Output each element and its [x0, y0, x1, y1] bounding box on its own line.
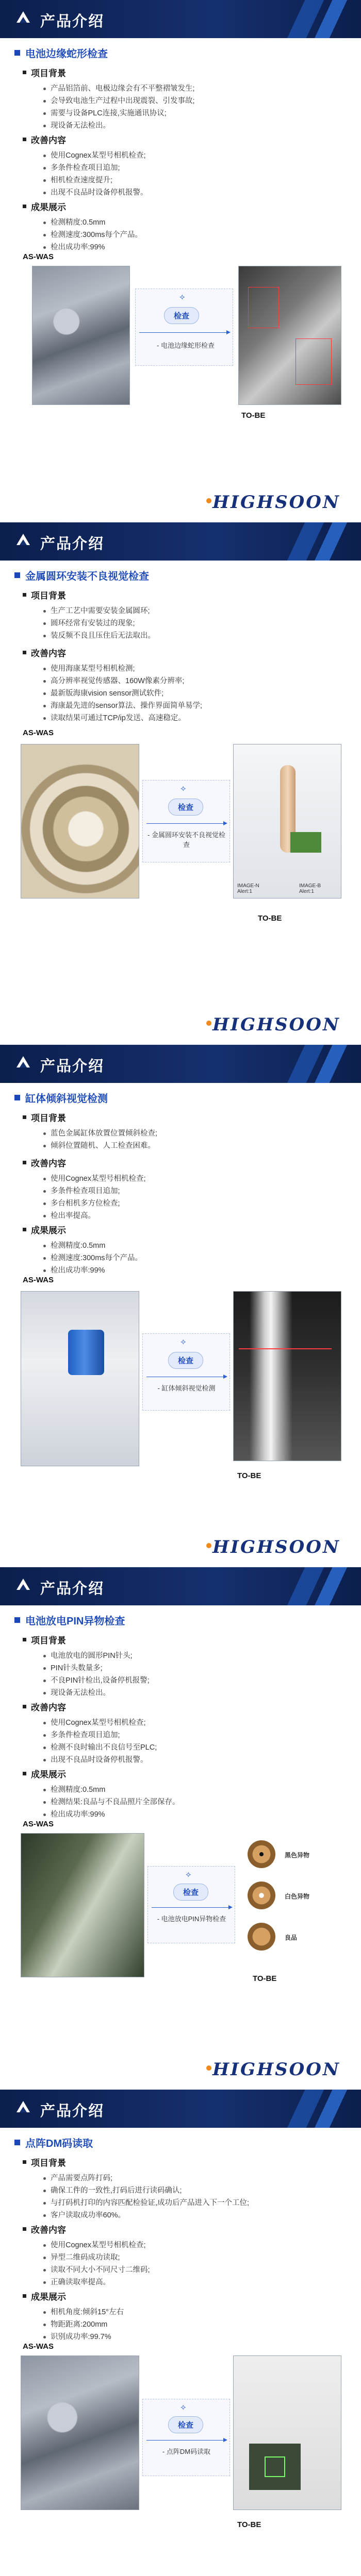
list-item: 产品铝箔前、电极边缘会有不平整褶皱发生; — [43, 82, 195, 95]
subtitle: 电池边缘蛇形检查 — [14, 45, 108, 60]
list-item: 与打码机打印的内容匹配检验证,成功后产品进入下一个工位; — [43, 2197, 249, 2209]
list-item: 使用Cognex某型号相机检查; — [43, 2239, 150, 2251]
as-was-photo — [21, 1291, 139, 1466]
as-was-label: AS-WAS — [23, 2342, 54, 2351]
flow-icon: ⟡ — [179, 293, 185, 301]
check-pill: 检查 — [168, 1352, 203, 1369]
flow-text: - 电池放电PIN异物检查 — [157, 1915, 226, 1923]
list-item: 读取不同大小不同尺寸二维码; — [43, 2264, 150, 2276]
white-defect-image — [248, 1882, 275, 1909]
improve-block: 改善内容 使用海康某型号相机检测; 高分辨率视觉传感器、160W像素分辨率; 最新版海康vision sensor测试软件; 海康最先进的sensor算法、操作界面简单易学; 读取结果可通过TCP/ip发送、高速稳定。 — [23, 646, 202, 724]
list-item: 电池放电的圆形PIN针头; — [43, 1650, 150, 1662]
header-bar — [0, 1567, 361, 1605]
list-item: 检出率提高。 — [43, 1210, 146, 1222]
check-pill: 检查 — [168, 799, 203, 816]
flow-icon: ⟡ — [180, 784, 186, 793]
as-was-photo — [32, 266, 130, 405]
good-part-image — [248, 1923, 275, 1951]
list-item: 异型二维码成功读取; — [43, 2251, 150, 2264]
list-item: 现设备无法检出。 — [43, 120, 195, 132]
to-be-label: TO-BE — [253, 1974, 277, 1983]
header-bar — [0, 2090, 361, 2128]
background-list — [43, 82, 195, 132]
to-be-label: TO-BE — [237, 2520, 261, 2529]
result-block: 成果展示 相机角度:倾斜15°左右 物距距离:200mm 识别成功率:99.7% — [23, 2290, 124, 2343]
background-block: 项目背景 生产工艺中需要安装金属圆环; 圆环经常有安装过的现象; 装反频不良且压住后无法取出。 — [23, 588, 155, 642]
result-block: 成果展示 检测精度:0.5mm 检测结果:良品与不良品照片全部保存。 检出成功率:99% — [23, 1767, 180, 1821]
flow-box — [147, 1866, 235, 1943]
flow-text: - 电池边缘蛇形检查 — [157, 342, 215, 349]
defect-label: 白色异物 — [285, 1893, 310, 1900]
defect-label: 黑色异物 — [285, 1852, 310, 1859]
section-title: 产品介绍 — [40, 1058, 105, 1075]
section-pin-foreign — [0, 1567, 361, 2090]
subtitle: 金属圆环安装不良视觉检查 — [14, 568, 149, 583]
list-item: 圆环经常有安装过的现象; — [43, 617, 155, 630]
subtitle: 点阵DM码读取 — [14, 2135, 93, 2150]
list-item: PIN针头数量多; — [43, 1662, 150, 1674]
as-was-label: AS-WAS — [23, 1820, 54, 1828]
list-item: 使用海康某型号相机检测; — [43, 663, 202, 675]
list-item: 出现不良品时设备停机报警。 — [43, 187, 148, 199]
as-was-label: AS-WAS — [23, 728, 54, 737]
check-pill: 检查 — [164, 307, 199, 324]
to-be-label: TO-BE — [237, 1471, 261, 1480]
list-item: 蓝色金属缸体放置位置倾斜检查; — [43, 1127, 157, 1140]
section-cylinder-tilt — [0, 1045, 361, 1567]
list-item: 产品需要点阵打码; — [43, 2172, 249, 2184]
brand-logo: HIGHSOON — [212, 2059, 340, 2080]
flow-arrow — [146, 2440, 226, 2441]
list-item: 检测结果:良品与不良品照片全部保存。 — [43, 1796, 180, 1808]
list-item: 检测速度:300ms每个产品。 — [43, 1252, 142, 1264]
list-item: 相机角度:倾斜15°左右 — [43, 2306, 124, 2318]
defect-label: 良品 — [285, 1934, 298, 1941]
header-bar — [0, 522, 361, 561]
to-be-photo — [233, 744, 341, 899]
list-item: 多条件检查项目追加; — [43, 1729, 157, 1741]
list-item: 生产工艺中需要安装金属圆环; — [43, 605, 155, 617]
header-bar — [0, 0, 361, 38]
list-item: 多条件检查项目追加; — [43, 1185, 146, 1197]
as-was-photo — [21, 2355, 139, 2510]
section-title: 产品介绍 — [40, 536, 105, 552]
as-was-label: AS-WAS — [23, 1276, 54, 1284]
flow-box — [142, 1333, 230, 1411]
list-item: 出现不良品时设备停机报警。 — [43, 1754, 157, 1766]
list-item: 检出成功率:99% — [43, 241, 142, 253]
check-pill: 检查 — [173, 1884, 208, 1901]
section-battery-edge — [0, 0, 361, 522]
result-block: 成果展示 检测精度:0.5mm 检测速度:300ms每个产品。 检出成功率:99% — [23, 1223, 142, 1277]
background-block: 项目背景 蓝色金属缸体放置位置倾斜检查; 倾斜位置随机、人工检查困难。 — [23, 1111, 157, 1152]
list-item: 使用Cognex某型号相机检查; — [43, 1717, 157, 1729]
flow-text: - 金属圆环安装不良视觉检查 — [147, 831, 225, 849]
result-block: 成果展示 检测精度:0.5mm 检测速度:300ms每个产品。 检出成功率:99% — [23, 200, 142, 253]
flow-arrow — [146, 823, 226, 824]
list-item: 海康最先进的sensor算法、操作界面简单易学; — [43, 700, 202, 712]
background-block: 项目背景 产品需要点阵打码; 确保工件的一致性,打码后进行读码确认; 与打码机打印的内容匹配检验证,成功后产品进入下一个工位; 客户读取成功率60%。 — [23, 2156, 249, 2222]
list-item: 倾斜位置随机、人工检查困难。 — [43, 1140, 157, 1152]
caption-left: IMAGE-N Alert:1 — [237, 883, 259, 894]
improve-block: 改善内容 使用Cognex某型号相机检查; 多条件检查项目追加; 检测不良时输出不良信号至PLC; 出现不良品时设备停机报警。 — [23, 1700, 157, 1766]
to-be-label: TO-BE — [241, 411, 266, 420]
as-was-label: AS-WAS — [23, 252, 54, 261]
black-defect-image — [248, 1840, 275, 1868]
section-metal-ring — [0, 522, 361, 1045]
list-item: 多条件检查项目追加; — [43, 162, 148, 174]
improve-block: 改善内容 使用Cognex某型号相机检查; 多条件检查项目追加; 相机检查速度提升; 出现不良品时设备停机报警。 — [23, 133, 148, 199]
list-item: 检测精度:0.5mm — [43, 216, 142, 229]
list-item: 物距距离:200mm — [43, 2318, 124, 2331]
list-item: 会导致电池生产过程中出现震裂、引发事故; — [43, 95, 195, 107]
to-be-photo — [233, 1291, 341, 1461]
section-title: 产品介绍 — [40, 13, 105, 30]
list-item: 使用Cognex某型号相机检查; — [43, 149, 148, 162]
background-block: 项目背景 产品铝箔前、电极边缘会有不平整褶皱发生; 会导致电池生产过程中出现震裂、引发事故; 需要与设备PLC连接,实施通讯协议; 现设备无法检出。 — [23, 66, 195, 132]
to-be-photo — [233, 2355, 341, 2510]
list-item: 检出成功率:99% — [43, 1808, 180, 1821]
subtitle: 电池放电PIN异物检查 — [14, 1613, 125, 1628]
list-item: 确保工件的一致性,打码后进行读码确认; — [43, 2184, 249, 2197]
flow-icon: ⟡ — [180, 1337, 186, 1346]
flow-arrow — [139, 332, 229, 333]
flow-icon: ⟡ — [180, 2403, 186, 2412]
flow-box — [142, 780, 230, 862]
as-was-photo — [21, 744, 139, 899]
list-item: 检测精度:0.5mm — [43, 1240, 142, 1252]
list-item: 检测不良时输出不良信号至PLC; — [43, 1741, 157, 1754]
list-item: 检测精度:0.5mm — [43, 1784, 180, 1796]
background-block: 项目背景 电池放电的圆形PIN针头; PIN针头数量多; 不良PIN针检出,设备停机报警; 现设备无法检出。 — [23, 1633, 150, 1699]
section-title: 产品介绍 — [40, 1581, 105, 1597]
section-title: 产品介绍 — [40, 2103, 105, 2120]
list-item: 不良PIN针检出,设备停机报警; — [43, 1674, 150, 1687]
list-item: 客户读取成功率60%。 — [43, 2209, 249, 2222]
list-item: 最新版海康vision sensor测试软件; — [43, 687, 202, 700]
header-bar — [0, 1045, 361, 1083]
check-pill: 检查 — [168, 2416, 203, 2433]
list-item: 现设备无法检出。 — [43, 1687, 150, 1699]
list-item: 正确读取率提高。 — [43, 2276, 150, 2289]
list-item: 读取结果可通过TCP/ip发送、高速稳定。 — [43, 712, 202, 724]
list-item: 识别成功率:99.7% — [43, 2331, 124, 2343]
list-item: 装反频不良且压住后无法取出。 — [43, 630, 155, 642]
list-item: 检出成功率:99% — [43, 1264, 142, 1277]
list-item: 相机检查速度提升; — [43, 174, 148, 187]
section-dm-code — [0, 2090, 361, 2576]
brand-logo: HIGHSOON — [212, 1014, 340, 1035]
flow-arrow — [152, 1907, 232, 1908]
list-item: 多台相机多方位检查; — [43, 1197, 146, 1210]
list-item: 高分辨率视觉传感器、160W像素分辨率; — [43, 675, 202, 687]
list-item: 需要与设备PLC连接,实施通讯协议; — [43, 107, 195, 120]
list-item: 检测速度:300ms每个产品。 — [43, 229, 142, 241]
to-be-photo — [238, 266, 341, 405]
brand-logo: HIGHSOON — [212, 492, 340, 513]
flow-box — [142, 2399, 230, 2476]
brand-logo: HIGHSOON — [212, 1537, 340, 1557]
as-was-photo — [21, 1833, 144, 1977]
improve-block: 改善内容 使用Cognex某型号相机检查; 多条件检查项目追加; 多台相机多方位检查; 检出率提高。 — [23, 1156, 146, 1222]
improve-block: 改善内容 使用Cognex某型号相机检查; 异型二维码成功读取; 读取不同大小不同尺寸二维码; 正确读取率提高。 — [23, 2223, 150, 2289]
subtitle: 缸体倾斜视觉检测 — [14, 1090, 108, 1105]
to-be-label: TO-BE — [258, 914, 282, 923]
flow-text: - 点阵DM码读取 — [162, 2448, 211, 2455]
flow-icon: ⟡ — [186, 1870, 191, 1879]
list-item: 使用Cognex某型号相机检查; — [43, 1173, 146, 1185]
caption-right: IMAGE-B Alert:1 — [299, 883, 321, 894]
flow-text: - 缸体倾斜视觉检测 — [157, 1384, 216, 1392]
